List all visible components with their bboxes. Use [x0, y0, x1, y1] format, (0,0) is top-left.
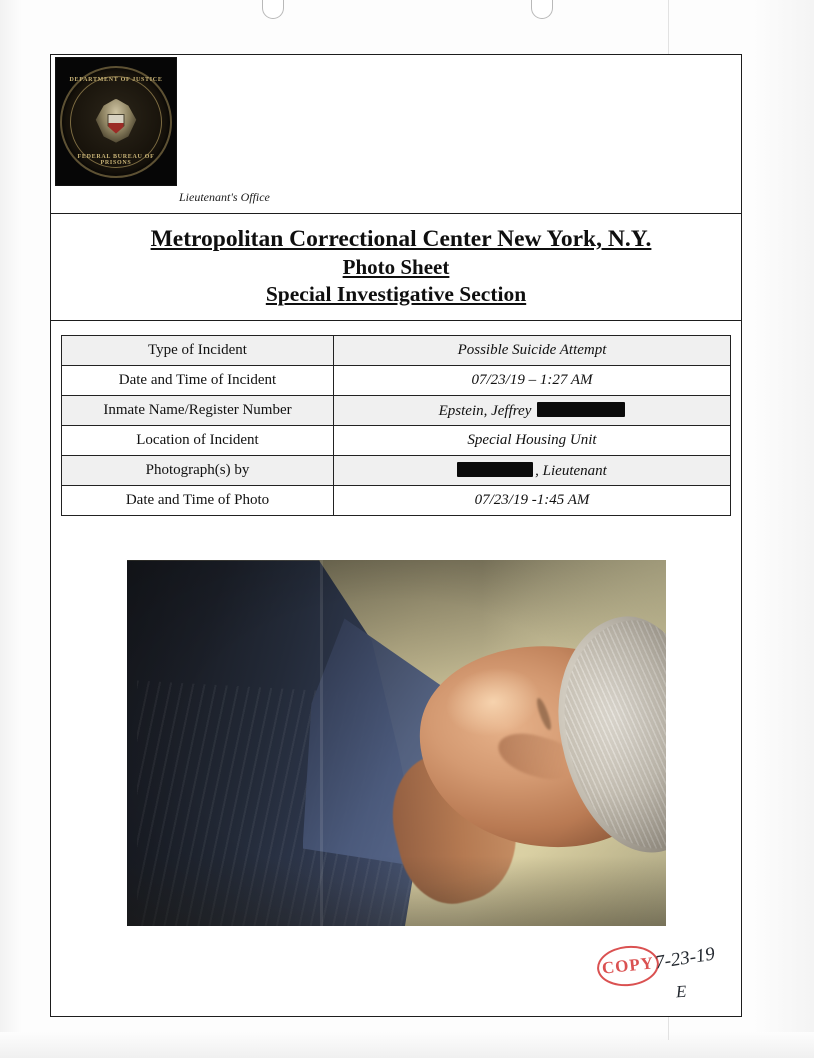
punch-hole-left [262, 0, 284, 19]
row-label-inmate-name: Inmate Name/Register Number [62, 396, 334, 426]
row-label-date-time-photo: Date and Time of Photo [62, 486, 334, 516]
page-title-photo-sheet: Photo Sheet [342, 255, 450, 280]
table-row [62, 426, 731, 456]
scan-edge-bottom [0, 1032, 814, 1058]
title-row-2 [51, 254, 741, 281]
seal-text-bottom: FEDERAL BUREAU OF PRISONS [77, 153, 155, 166]
scan-edge-left [0, 0, 22, 1058]
document-frame [50, 54, 742, 1017]
incident-info-table [61, 335, 731, 516]
table-row [62, 336, 731, 366]
table-row [62, 486, 731, 516]
doj-bop-seal-icon [55, 57, 177, 186]
document-title-block [51, 214, 741, 321]
seal-text-top: DEPARTMENT OF JUSTICE [69, 76, 163, 83]
row-value-inmate-name [334, 396, 731, 426]
scan-edge-right [754, 0, 814, 1058]
handwritten-initials: E [675, 981, 688, 1002]
title-row-3 [51, 281, 741, 309]
incident-photograph [127, 560, 666, 926]
page-title-facility: Metropolitan Correctional Center New York, N.Y. [150, 226, 652, 252]
row-value-photographer [334, 456, 731, 486]
photo-vignette [127, 560, 666, 926]
redaction-bar-photographer-name [457, 462, 533, 477]
row-value-date-time-photo [334, 486, 731, 516]
row-value-location [334, 426, 731, 456]
value-text: , Lieutenant [535, 462, 607, 479]
value-text: Epstein, Jeffrey [438, 402, 532, 419]
seal-circle [60, 66, 172, 178]
punch-hole-right [531, 0, 553, 19]
value-text: 07/23/19 -1:45 AM [474, 492, 590, 509]
page-title-section: Special Investigative Section [265, 281, 527, 306]
redaction-bar-register-number [537, 402, 625, 417]
handwritten-date: 7-23-19 [653, 943, 717, 974]
value-text: Special Housing Unit [467, 432, 597, 449]
row-value-type-of-incident [334, 336, 731, 366]
value-text: 07/23/19 – 1:27 AM [471, 372, 593, 389]
document-header [51, 55, 741, 214]
copy-stamp: COPY [595, 943, 661, 989]
row-label-type-of-incident: Type of Incident [62, 336, 334, 366]
table-row [62, 396, 731, 426]
incident-info-table-wrap [51, 321, 741, 516]
row-value-date-time-incident [334, 366, 731, 396]
photograph-area [51, 560, 741, 926]
value-text: Possible Suicide Attempt [457, 342, 607, 359]
table-row [62, 456, 731, 486]
row-label-location: Location of Incident [62, 426, 334, 456]
table-row [62, 366, 731, 396]
row-label-photographer: Photograph(s) by [62, 456, 334, 486]
lieutenants-office-label: Lieutenant's Office [179, 190, 270, 204]
row-label-date-time-incident: Date and Time of Incident [62, 366, 334, 396]
title-row-1 [51, 224, 741, 254]
